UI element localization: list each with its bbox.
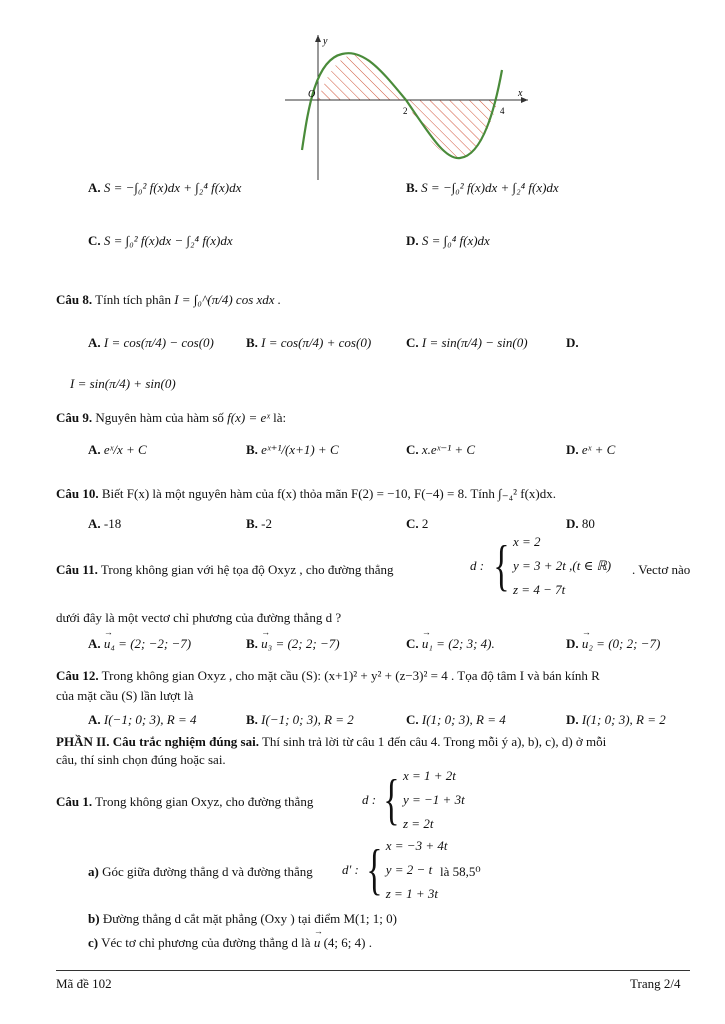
area-region-1 xyxy=(318,55,406,100)
q12-option-c-label: C. xyxy=(406,712,419,727)
q7-option-d[interactable] xyxy=(406,233,490,249)
tick-4-label: 4 xyxy=(500,106,505,116)
y-axis-label: y xyxy=(323,36,328,47)
footer-divider xyxy=(56,970,690,971)
p2q1-a-tail: là 58,5⁰ xyxy=(440,864,481,879)
p2q1-c-vec: → u xyxy=(314,935,321,951)
q11-text-after: . Vectơ nào xyxy=(632,562,691,577)
q8-option-d-label-wrap[interactable] xyxy=(566,335,579,351)
q7-option-a-label: A. xyxy=(88,180,101,195)
q11-d-label: d : xyxy=(470,558,485,573)
q9-option-c-label: C. xyxy=(406,442,419,457)
q7-option-b-label: B. xyxy=(406,180,418,195)
q9-option-b[interactable] xyxy=(246,442,339,458)
q9-option-b-text: eˣ⁺¹/(x+1) + C xyxy=(261,442,339,457)
q9-title: Câu 9. xyxy=(56,410,93,425)
q10-title: Câu 10. xyxy=(56,486,99,501)
q9-text: Nguyên hàm của hàm số xyxy=(95,410,224,425)
p2q1-item-a[interactable] xyxy=(88,864,313,880)
q8-stem xyxy=(56,292,281,308)
q9-tail: là: xyxy=(273,410,287,425)
p2q1-c-text: Véc tơ chỉ phương của đường thẳng d là xyxy=(101,935,311,950)
q11-text-before: Trong không gian với hệ tọa độ Oxyz , cho đường thẳng xyxy=(100,562,394,577)
q12-stem xyxy=(56,668,600,684)
q10-text: Biết F(x) là một nguyên hàm của f(x) thỏa mãn F(2) = −10, F(−4) = 8. Tính ∫₋₄² f(x)dx. xyxy=(101,486,556,501)
p2q1-c-tail: (4; 6; 4) . xyxy=(323,935,372,950)
q11-option-d[interactable] xyxy=(566,636,660,652)
p2q1-b-text: Đường thẳng d cắt mặt phẳng (Oxy ) tại điểm M(1; 1; 0) xyxy=(102,911,397,926)
function-graph xyxy=(280,30,540,190)
p2q1-title: Câu 1. xyxy=(56,794,93,809)
p2q1-a-eq2: y = 2 − t xyxy=(385,862,433,877)
q12-option-b-text: I(−1; 0; 3), R = 2 xyxy=(261,712,354,727)
q11-option-d-label: D. xyxy=(566,636,579,651)
q12-option-b[interactable] xyxy=(246,712,354,728)
p2q1-a-d2-label: d' : xyxy=(342,862,359,877)
q11-option-b-text: = (2; 2; −7) xyxy=(275,636,340,651)
p2q1-a-label: a) xyxy=(88,864,99,879)
q8-option-a[interactable] xyxy=(88,335,214,351)
q11-option-c[interactable] xyxy=(406,636,495,652)
p2q1-d-label: d : xyxy=(362,792,377,807)
q11-eq1: x = 2 xyxy=(512,534,541,549)
q12-line2: của mặt cầu (S) lần lượt là xyxy=(56,688,194,703)
q9-func: f(x) = eˣ xyxy=(227,410,270,425)
q11-option-b-vec: → u₃ xyxy=(261,636,272,652)
p2q1-a-text: Góc giữa đường thẳng d và đường thẳng xyxy=(102,864,313,879)
q11-option-b-label: B. xyxy=(246,636,258,651)
q10-option-c-text: 2 xyxy=(421,516,429,531)
q11-option-c-label: C. xyxy=(406,636,419,651)
q11-system xyxy=(470,530,611,602)
q10-option-b[interactable] xyxy=(246,516,272,532)
q8-option-d[interactable] xyxy=(70,376,176,392)
q8-option-b-text: I = cos(π/4) + cos(0) xyxy=(261,335,372,350)
q9-option-b-label: B. xyxy=(246,442,258,457)
q11-option-c-vec: → u₁ xyxy=(422,636,433,652)
part2-heading: PHẦN II. Câu trắc nghiệm đúng sai. xyxy=(56,734,259,749)
p2q1-a-system xyxy=(342,834,447,906)
q11-option-a-label: A. xyxy=(88,636,101,651)
q10-option-a[interactable] xyxy=(88,516,121,532)
q12-option-a-text: I(−1; 0; 3), R = 4 xyxy=(103,712,197,727)
q7-option-b-text: S = −∫₀² f(x)dx + ∫₂⁴ f(x)dx xyxy=(421,180,559,195)
q12-text: Trong không gian Oxyz , cho mặt cầu (S): (x+1)² + y² + (z−3)² = 4 . Tọa độ tâm I và bán kính R xyxy=(101,668,600,683)
p2q1-eq3: z = 2t xyxy=(402,816,434,831)
p2q1-a-eq1: x = −3 + 4t xyxy=(385,838,448,853)
q10-option-b-label: B. xyxy=(246,516,258,531)
q7-option-a[interactable] xyxy=(88,180,241,196)
q9-option-c-text: x.eˣ⁻¹ + C xyxy=(421,442,476,457)
q11-stem-text xyxy=(56,562,394,578)
q8-option-c[interactable] xyxy=(406,335,528,351)
q10-option-a-text: -18 xyxy=(103,516,122,531)
origin-label: O xyxy=(308,89,316,100)
part2-instructions-2: câu, thí sinh chọn đúng hoặc sai. xyxy=(56,752,226,767)
part2-heading-line xyxy=(56,734,606,750)
q8-text: Tính tích phân xyxy=(95,292,171,307)
p2q1-item-b[interactable] xyxy=(88,911,397,927)
q7-option-d-text: S = ∫₀⁴ f(x)dx xyxy=(421,233,490,248)
q12-option-d[interactable] xyxy=(566,712,666,728)
q10-stem xyxy=(56,486,556,502)
footer-exam-code: Mã đề 102 xyxy=(56,976,112,991)
p2q1-text: Trong không gian Oxyz, cho đường thẳng xyxy=(95,794,314,809)
q8-option-b[interactable] xyxy=(246,335,371,351)
q8-option-b-label: B. xyxy=(246,335,258,350)
q11-option-c-text: = (2; 3; 4). xyxy=(436,636,495,651)
q8-option-c-text: I = sin(π/4) − sin(0) xyxy=(421,335,528,350)
q9-option-d-label: D. xyxy=(566,442,579,457)
q7-option-b[interactable] xyxy=(406,180,559,196)
q8-option-d-label: D. xyxy=(566,335,579,350)
q8-option-a-text: I = cos(π/4) − cos(0) xyxy=(103,335,214,350)
q10-option-d-label: D. xyxy=(566,516,579,531)
q7-option-a-text: S = −∫₀² f(x)dx + ∫₂⁴ f(x)dx xyxy=(103,180,242,195)
q9-option-a-text: eˣ/x + C xyxy=(103,442,147,457)
q9-option-d-text: eˣ + C xyxy=(581,442,616,457)
q12-option-d-label: D. xyxy=(566,712,579,727)
q8-option-d-text: I = sin(π/4) + sin(0) xyxy=(70,376,176,391)
p2q1-brace-icon: { xyxy=(383,769,400,831)
p2q1-a-eq3: z = 1 + 3t xyxy=(385,886,438,901)
p2q1-system xyxy=(362,764,465,836)
q11-brace-icon: { xyxy=(493,535,510,597)
q11-option-d-text: = (0; 2; −7) xyxy=(596,636,661,651)
q11-option-a-text: = (2; −2; −7) xyxy=(118,636,192,651)
q11-eq2: y = 3 + 2t ,(t ∈ ℝ) xyxy=(512,558,612,573)
x-axis-label: x xyxy=(518,88,523,99)
q9-option-d[interactable] xyxy=(566,442,615,458)
q10-option-d-text: 80 xyxy=(581,516,595,531)
q9-option-a[interactable] xyxy=(88,442,147,458)
area-region-2 xyxy=(406,100,498,158)
q10-option-c-label: C. xyxy=(406,516,419,531)
q9-option-c[interactable] xyxy=(406,442,475,458)
q11-option-b[interactable] xyxy=(246,636,340,652)
p2q1-stem xyxy=(56,794,313,810)
q12-option-d-text: I(1; 0; 3), R = 2 xyxy=(581,712,666,727)
q7-option-c[interactable] xyxy=(88,233,233,249)
q11-option-a[interactable] xyxy=(88,636,191,652)
q8-integral: I = ∫₀^(π/4) cos xdx . xyxy=(174,292,282,307)
q12-option-c[interactable] xyxy=(406,712,506,728)
p2q1-c-label: c) xyxy=(88,935,99,950)
q12-option-c-text: I(1; 0; 3), R = 4 xyxy=(421,712,506,727)
q12-option-a-label: A. xyxy=(88,712,101,727)
q8-title: Câu 8. xyxy=(56,292,93,307)
p2q1-eq1: x = 1 + 2t xyxy=(402,768,456,783)
q10-option-c[interactable] xyxy=(406,516,428,532)
p2q1-eq2: y = −1 + 3t xyxy=(402,792,465,807)
q7-option-c-label: C. xyxy=(88,233,101,248)
q9-option-a-label: A. xyxy=(88,442,101,457)
q10-option-a-label: A. xyxy=(88,516,101,531)
q12-option-a[interactable] xyxy=(88,712,197,728)
q8-option-c-label: C. xyxy=(406,335,419,350)
footer-page-number: Trang 2/4 xyxy=(630,976,681,991)
part2-instructions: Thí sinh trả lời từ câu 1 đến câu 4. Trong mỗi ý a), b), c), d) ở mỗi xyxy=(261,734,607,749)
q11-title: Câu 11. xyxy=(56,562,98,577)
q7-option-c-text: S = ∫₀² f(x)dx − ∫₂⁴ f(x)dx xyxy=(103,233,233,248)
tick-2-label: 2 xyxy=(403,106,408,116)
q11-eq3: z = 4 − 7t xyxy=(512,582,566,597)
q8-option-a-label: A. xyxy=(88,335,101,350)
q12-title: Câu 12. xyxy=(56,668,99,683)
q12-option-b-label: B. xyxy=(246,712,258,727)
p2q1-b-label: b) xyxy=(88,911,100,926)
q11-line2: dưới đây là một vectơ chỉ phương của đường thẳng d ? xyxy=(56,610,342,625)
p2q1-a-brace-icon: { xyxy=(366,839,383,901)
p2q1-item-c[interactable] xyxy=(88,935,372,951)
q10-option-b-text: -2 xyxy=(261,516,273,531)
q7-option-d-label: D. xyxy=(406,233,419,248)
q9-stem xyxy=(56,410,286,426)
q11-option-d-vec: → u₂ xyxy=(582,636,593,652)
q11-option-a-vec: → u₄ xyxy=(104,636,115,652)
